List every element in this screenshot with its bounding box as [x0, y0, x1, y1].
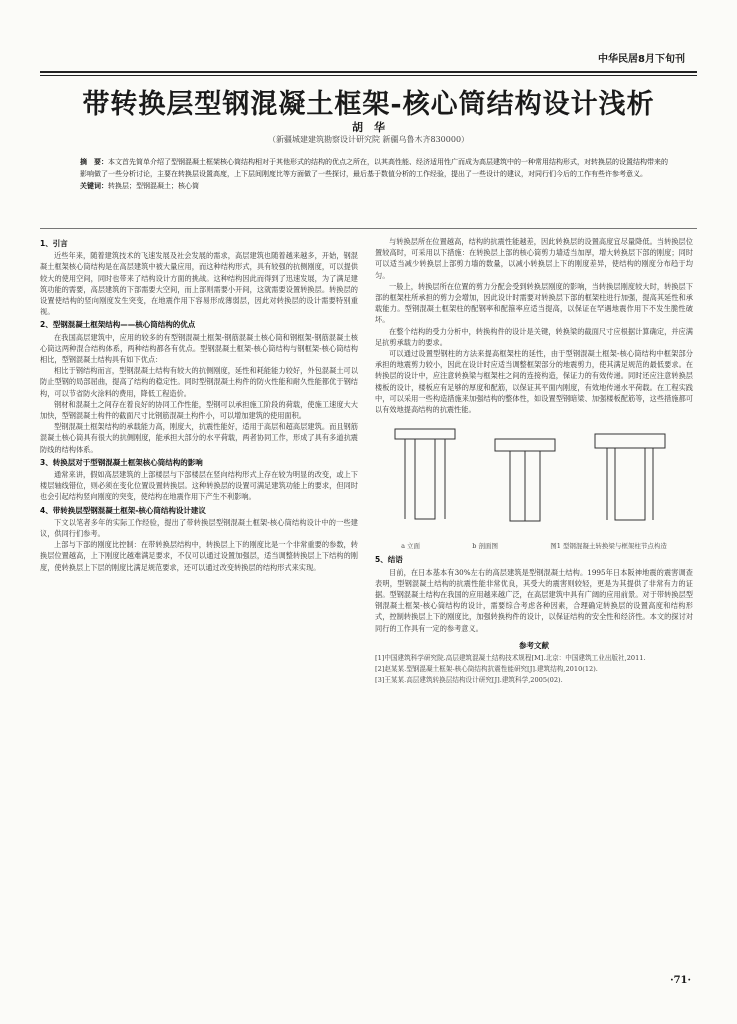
section-2-paragraph: 在我国高层建筑中，应用的较多的有型钢混凝土框架-钢筋混凝土核心筒和钢框架-钢筋混凝土核心筒这两种混合结构体系，两种结构都各有优点。型钢混凝土框架-核心筒结构与钢框架-核心筒结构相比，型钢混凝土结构具有如下优点：	[40, 332, 358, 365]
section-5-heading: 5、结语	[375, 555, 403, 565]
section-4-paragraph: 上部与下部的刚度比控制：在带转换层结构中，转换层上下的刚度比是一个非常重要的参数，转换层位置越高，上下刚度比越难满足要求，不仅可以通过设置加强层，适当调整转换层上下结构的刚度，使转换层上下层的刚度比满足规范要求，还可以通过改变转换层的结构形式来实现。	[40, 540, 358, 572]
reference-item: [1]中国建筑科学研究院.高层建筑混凝土结构技术规程[M].北京：中国建筑工业出版社,2011.	[375, 654, 646, 663]
affiliation: （新疆城建建筑勘察设计研究院 新疆乌鲁木齐830000）	[267, 135, 470, 144]
section-3-paragraph: 通常来讲，假如高层建筑的上部楼层与下部楼层在竖向结构形式上存在较为明显的改变，或上下楼层轴线错位，则必须在变化位置设置转换层。这种转换层的设置可满足建筑功能上的要求，但同时也会引起结构竖向刚度的突变，使结构在地震作用下产生不利影响。	[40, 470, 358, 502]
section-1-heading: 1、引言	[40, 239, 68, 248]
abstract-text: 本文首先简单介绍了型钢混凝土框架核心筒结构相对于其他形式的结构的优点之所在，以其高性能、经济适用性广而成为高层建筑中的一种常用结构形式，对转换层的设置结构带来的影响做了一些分析讨论，主要在转换层设置高度，上下层间刚度比等方面做了一些探讨，最后基于数值分析的工作经验，提出了一些设计的建议，对同行们今后的工作有些许参考意义。	[80, 158, 668, 178]
right-column	[375, 236, 693, 686]
reference-item: [2]赵某某.型钢混凝土框架-核心筒结构抗震性能研究[J].建筑结构,2010(12).	[375, 665, 598, 674]
abstract-label: 摘 要：	[80, 157, 108, 166]
section-1-paragraph: 近些年来，随着建筑技术的飞速发展及社会发展的需求，高层建筑也随着越来越多，开始，钢混凝土框架核心筒结构是在高层建筑中被大量应用，而这种结构形式，具有较强的抗侧刚度，可以提供较大的使用空间，同时也带来了结构设计方面的挑战。这种结构因此而得到了迅速发展，为了满足建筑功能的需要，高层建筑的下部需要大空间，而上部则需要小开间，这就需要设置转换层。转换层的设置使结构的竖向刚度发生突变，在地震作用下容易形成薄弱层，因此对转换层的设计需要特别重视。	[40, 251, 358, 317]
section-4-paragraph: 下文以笔者多年的实际工作经验，提出了带转换层型钢混凝土框架-核心筒结构设计中的一些建议，供同行们参考。	[40, 517, 358, 539]
keywords-label: 关键词：	[80, 181, 108, 190]
structure-diagram	[375, 419, 693, 529]
caption-b: b 剖面图	[472, 542, 498, 551]
page-number: ·71·	[670, 975, 691, 986]
section-4-continued: 与转换层所在位置越高，结构的抗震性能越差，因此转换层的设置高度宜尽量降低。当转换层位置较高时，可采用以下措施：在转换层上部的核心筒剪力墙适当加厚，增大转换层下部的刚度；同时可以适当减少转换层上部剪力墙的数量，以减小转换层上下的刚度差异，使结构的刚度分布趋于均匀。	[375, 237, 693, 280]
section-5-paragraph: 目前，在日本基本有30%左右的高层建筑是型钢混凝土结构。1995年日本阪神地震的震害调查表明，型钢混凝土结构的抗震性能非常优良，其受大的震害则较轻，更是为其提供了非常有力的证据。型钢混凝土结构在我国的应用越来越广泛，在高层建筑中具有广阔的应用前景。对于带转换层型钢混凝土框架-核心筒结构的设计，需要综合考虑各种因素，合理确定转换层的设置高度和结构形式，控制转换层上下的刚度比，加强转换构件的设计，以保证结构的安全性和经济性。本文的探讨对同行的工作具有一定的参考意义。	[375, 567, 693, 633]
section-2-paragraph: 相比于钢结构而言，型钢混凝土结构有较大的抗侧刚度，延性和耗能能力较好，外包混凝土可以防止型钢的局部屈曲，提高了结构的稳定性。同时型钢混凝土构件的防火性能和耐久性能都优于钢结构，可以节省防火涂料的费用，降低工程造价。	[40, 366, 358, 398]
abstract	[80, 156, 669, 192]
left-column	[40, 236, 358, 573]
section-2-paragraph: 钢材和混凝土之间存在着良好的协同工作性能，型钢可以承担施工阶段的荷载，使施工速度大大加快，型钢混凝土构件的截面尺寸比钢筋混凝土构件小，可以增加建筑的使用面积。	[40, 399, 358, 421]
article-title: 带转换层型钢混凝土框架-核心筒结构设计浅析	[82, 89, 655, 120]
reference-item: [3]王某某.高层建筑转换层结构设计研究[J].建筑科学,2005(02).	[375, 676, 563, 685]
caption-a: a 立面	[401, 542, 421, 551]
header-rule	[40, 71, 697, 73]
references-heading: 参考文献	[519, 640, 549, 650]
section-2-paragraph: 型钢混凝土框架结构的承载能力高，刚度大，抗震性能好，适用于高层和超高层建筑。而且钢筋混凝土核心筒具有很大的抗侧刚度，能承担大部分的水平荷载，两者协同工作，形成了具有多道抗震防线的结构体系。	[40, 422, 358, 454]
section-2-heading: 2、型钢混凝土框架结构——核心筒结构的优点	[40, 320, 196, 330]
header-rule-thin	[40, 75, 697, 76]
caption-main: 图1 型钢混凝土转换梁与框架柱节点构造	[550, 542, 667, 551]
section-4-continued: 在整个结构的受力分析中，转换构件的设计是关键，转换梁的截面尺寸应根据计算确定，并应满足抗剪承载力的要求。	[375, 326, 693, 347]
journal-name: 中华民居8月下旬刊	[598, 54, 685, 65]
divider	[40, 228, 697, 229]
section-4-heading: 4、带转换层型钢混凝土框架-核心筒结构设计建议	[40, 505, 206, 515]
section-4-continued: 一般上，转换层所在位置的剪力分配会受到转换层刚度的影响，当转换层刚度较大时，转换层下部的框架柱所承担的剪力会增加，因此设计时需要对转换层下部的框架柱进行加强，提高其延性和承载能力。型钢混凝土框架柱的配钢率和配箍率应适当提高，以保证在罕遇地震作用下不发生脆性破坏。	[375, 281, 693, 325]
keywords: 转换层；型钢混凝土；核心筒	[108, 182, 199, 190]
author: 胡 华	[352, 121, 385, 134]
section-4-continued: 可以通过设置型钢柱的方法来提高框架柱的延性，由于型钢混凝土框架-核心筒结构中框架部分承担的地震剪力较小，因此在设计时应适当调整框架部分的地震剪力，使其满足规范的最低要求。在转换层的设计中，应注意转换梁与框架柱之间的连接构造，保证力的有效传递。同时还应注意转换层楼板的设计，楼板应有足够的厚度和配筋，以保证其平面内刚度，有效地传递水平荷载。在工程实践中，可以采用一些构造措施来加强结构的整体性，如设置型钢暗梁、加强楼板配筋等，这些措施都可以有效地提高结构的抗震性能。	[375, 349, 693, 415]
section-3-heading: 3、转换层对于型钢混凝土框架核心筒结构的影响	[40, 457, 203, 467]
figure-captions	[375, 541, 693, 552]
figure-1	[375, 419, 693, 539]
